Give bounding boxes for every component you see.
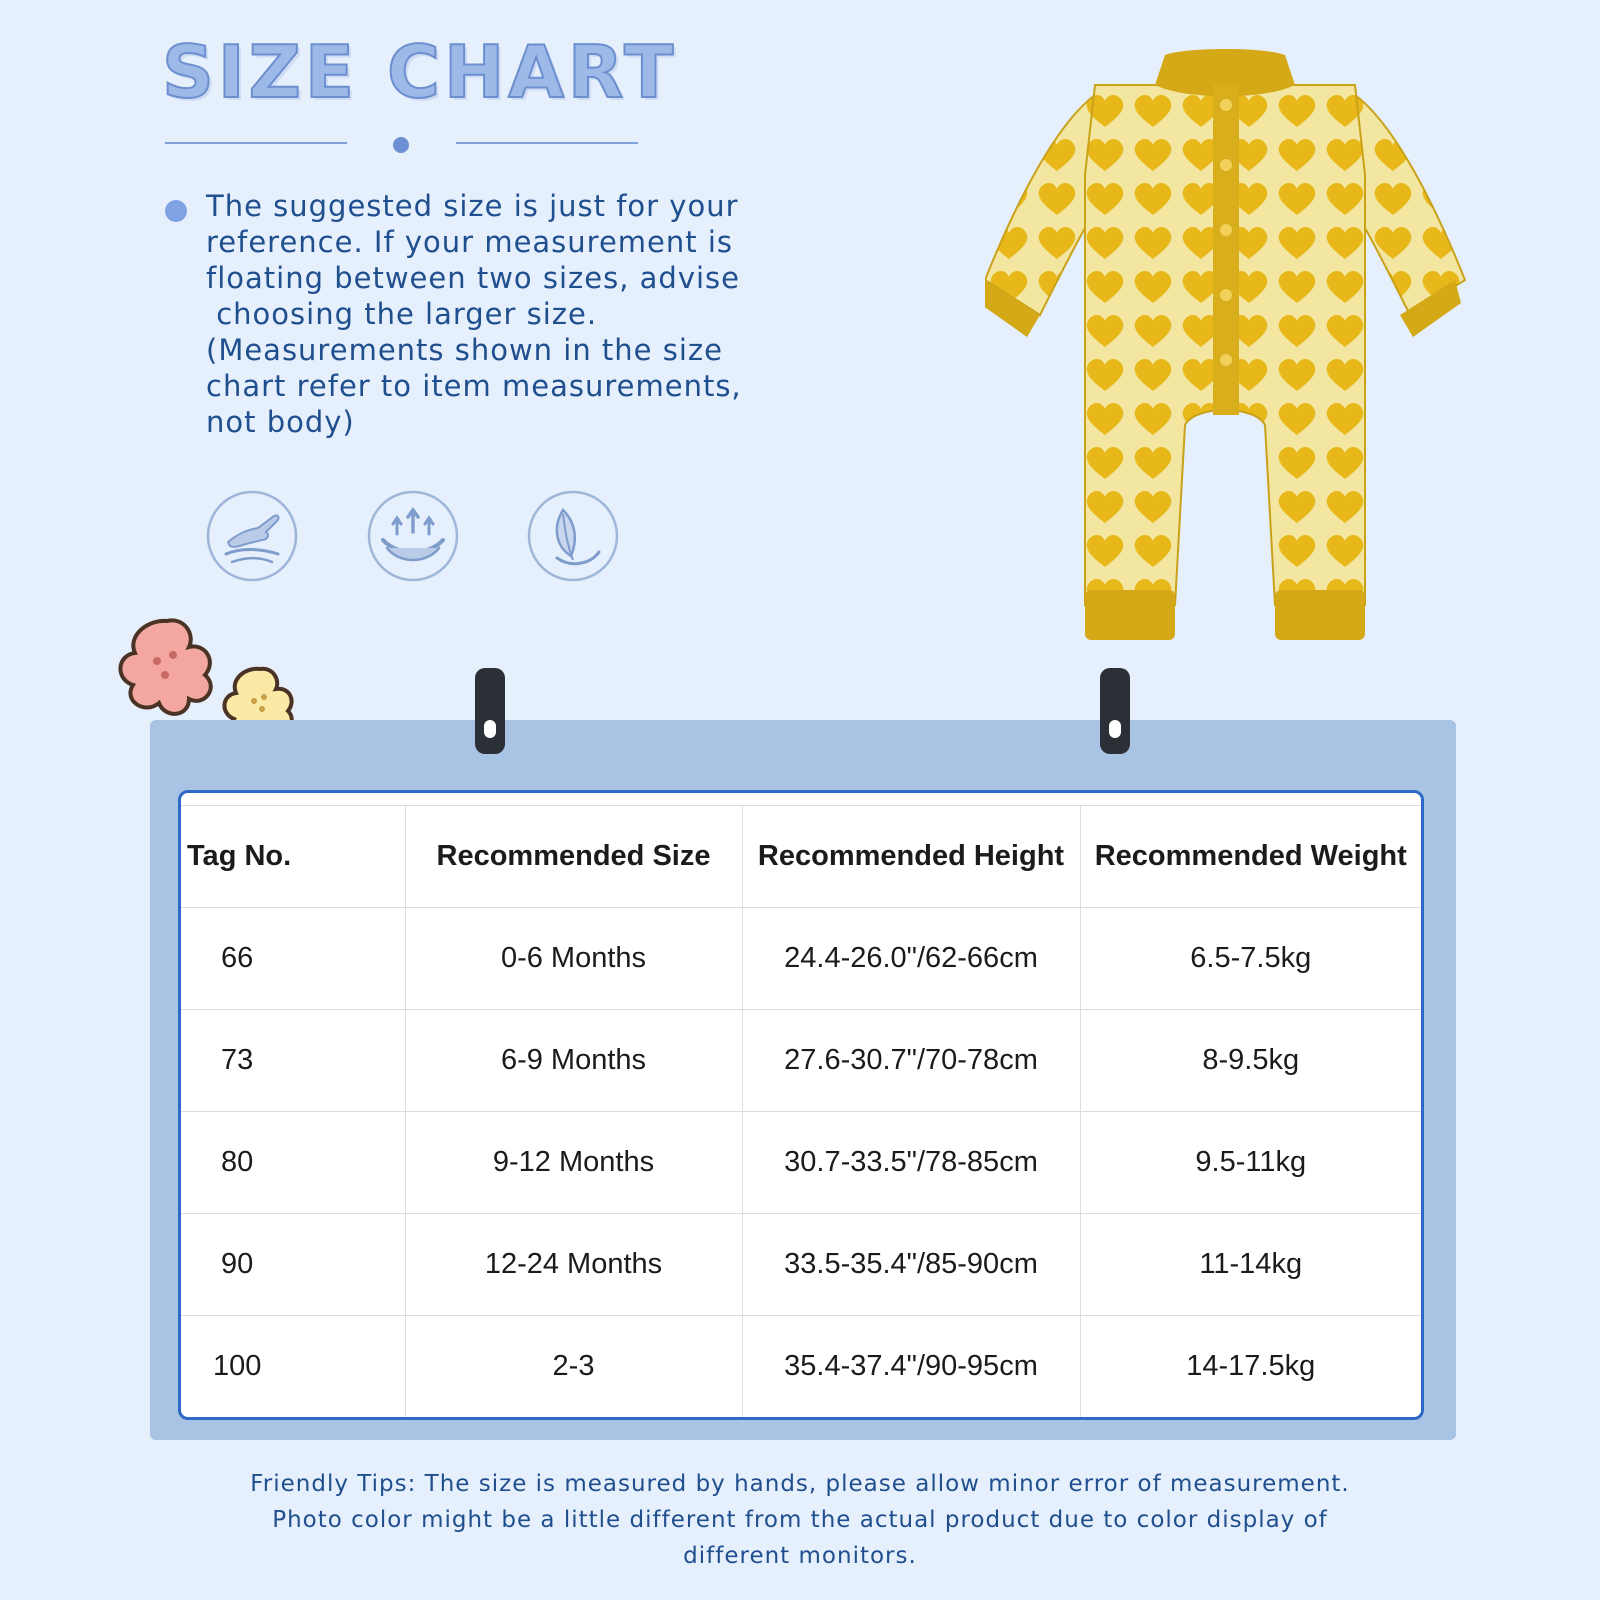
table-cell: 9.5-11kg (1080, 1112, 1421, 1214)
note-line: floating between two sizes, advise (206, 261, 741, 295)
table-cell: 0-6 Months (405, 908, 742, 1010)
column-header: Recommended Height (742, 806, 1080, 908)
table-cell: 14-17.5kg (1080, 1316, 1421, 1418)
divider-dot (393, 137, 409, 153)
romper-product-image (985, 45, 1485, 660)
column-header: Tag No. (181, 806, 405, 908)
note-line: choosing the larger size. (206, 297, 598, 331)
table-row (181, 1316, 1421, 1418)
size-note (206, 188, 846, 440)
table-cell: 9-12 Months (405, 1112, 742, 1214)
note-line: reference. If your measurement is (206, 225, 734, 259)
note-line: chart refer to item measurements, (206, 369, 742, 403)
tips-line: Photo color might be a little different from the actual product due to color display of (272, 1507, 1328, 1533)
note-bullet (165, 200, 187, 222)
size-table-card (178, 790, 1424, 1420)
table-row (181, 1010, 1421, 1112)
table-cell: 33.5-35.4"/85-90cm (742, 1214, 1080, 1316)
table-cell: 12-24 Months (405, 1214, 742, 1316)
table-cell: 6-9 Months (405, 1010, 742, 1112)
table-cell: 73 (181, 1010, 405, 1112)
table-row (181, 908, 1421, 1010)
note-line: The suggested size is just for your (206, 189, 739, 223)
table-cell: 11-14kg (1080, 1214, 1421, 1316)
stretch-arrows-icon (367, 490, 459, 582)
page-title: SIZE CHART (162, 30, 678, 114)
size-table (181, 805, 1421, 1418)
column-header: Recommended Weight (1080, 806, 1421, 908)
column-header: Recommended Size (405, 806, 742, 908)
table-cell: 27.6-30.7"/70-78cm (742, 1010, 1080, 1112)
table-cell: 6.5-7.5kg (1080, 908, 1421, 1010)
binder-clip-icon (1100, 668, 1130, 754)
table-cell: 30.7-33.5"/78-85cm (742, 1112, 1080, 1214)
note-line: (Measurements shown in the size (206, 333, 723, 367)
friendly-tips (150, 1466, 1450, 1574)
table-cell: 2-3 (405, 1316, 742, 1418)
table-cell: 24.4-26.0"/62-66cm (742, 908, 1080, 1010)
binder-clip-icon (475, 668, 505, 754)
table-cell: 8-9.5kg (1080, 1010, 1421, 1112)
table-cell: 66 (181, 908, 405, 1010)
divider-left (165, 142, 347, 144)
divider-right (456, 142, 638, 144)
table-cell: 100 (181, 1316, 405, 1418)
table-header-row (181, 806, 1421, 908)
table-row (181, 1112, 1421, 1214)
table-cell: 90 (181, 1214, 405, 1316)
table-cell: 35.4-37.4"/90-95cm (742, 1316, 1080, 1418)
tips-line: different monitors. (683, 1543, 917, 1569)
feather-icon (527, 490, 619, 582)
note-line: not body) (206, 405, 355, 439)
table-row (181, 1214, 1421, 1316)
tips-line: Friendly Tips: The size is measured by hands, please allow minor error of measurement. (250, 1471, 1350, 1497)
table-cell: 80 (181, 1112, 405, 1214)
hand-soft-touch-icon (206, 490, 298, 582)
